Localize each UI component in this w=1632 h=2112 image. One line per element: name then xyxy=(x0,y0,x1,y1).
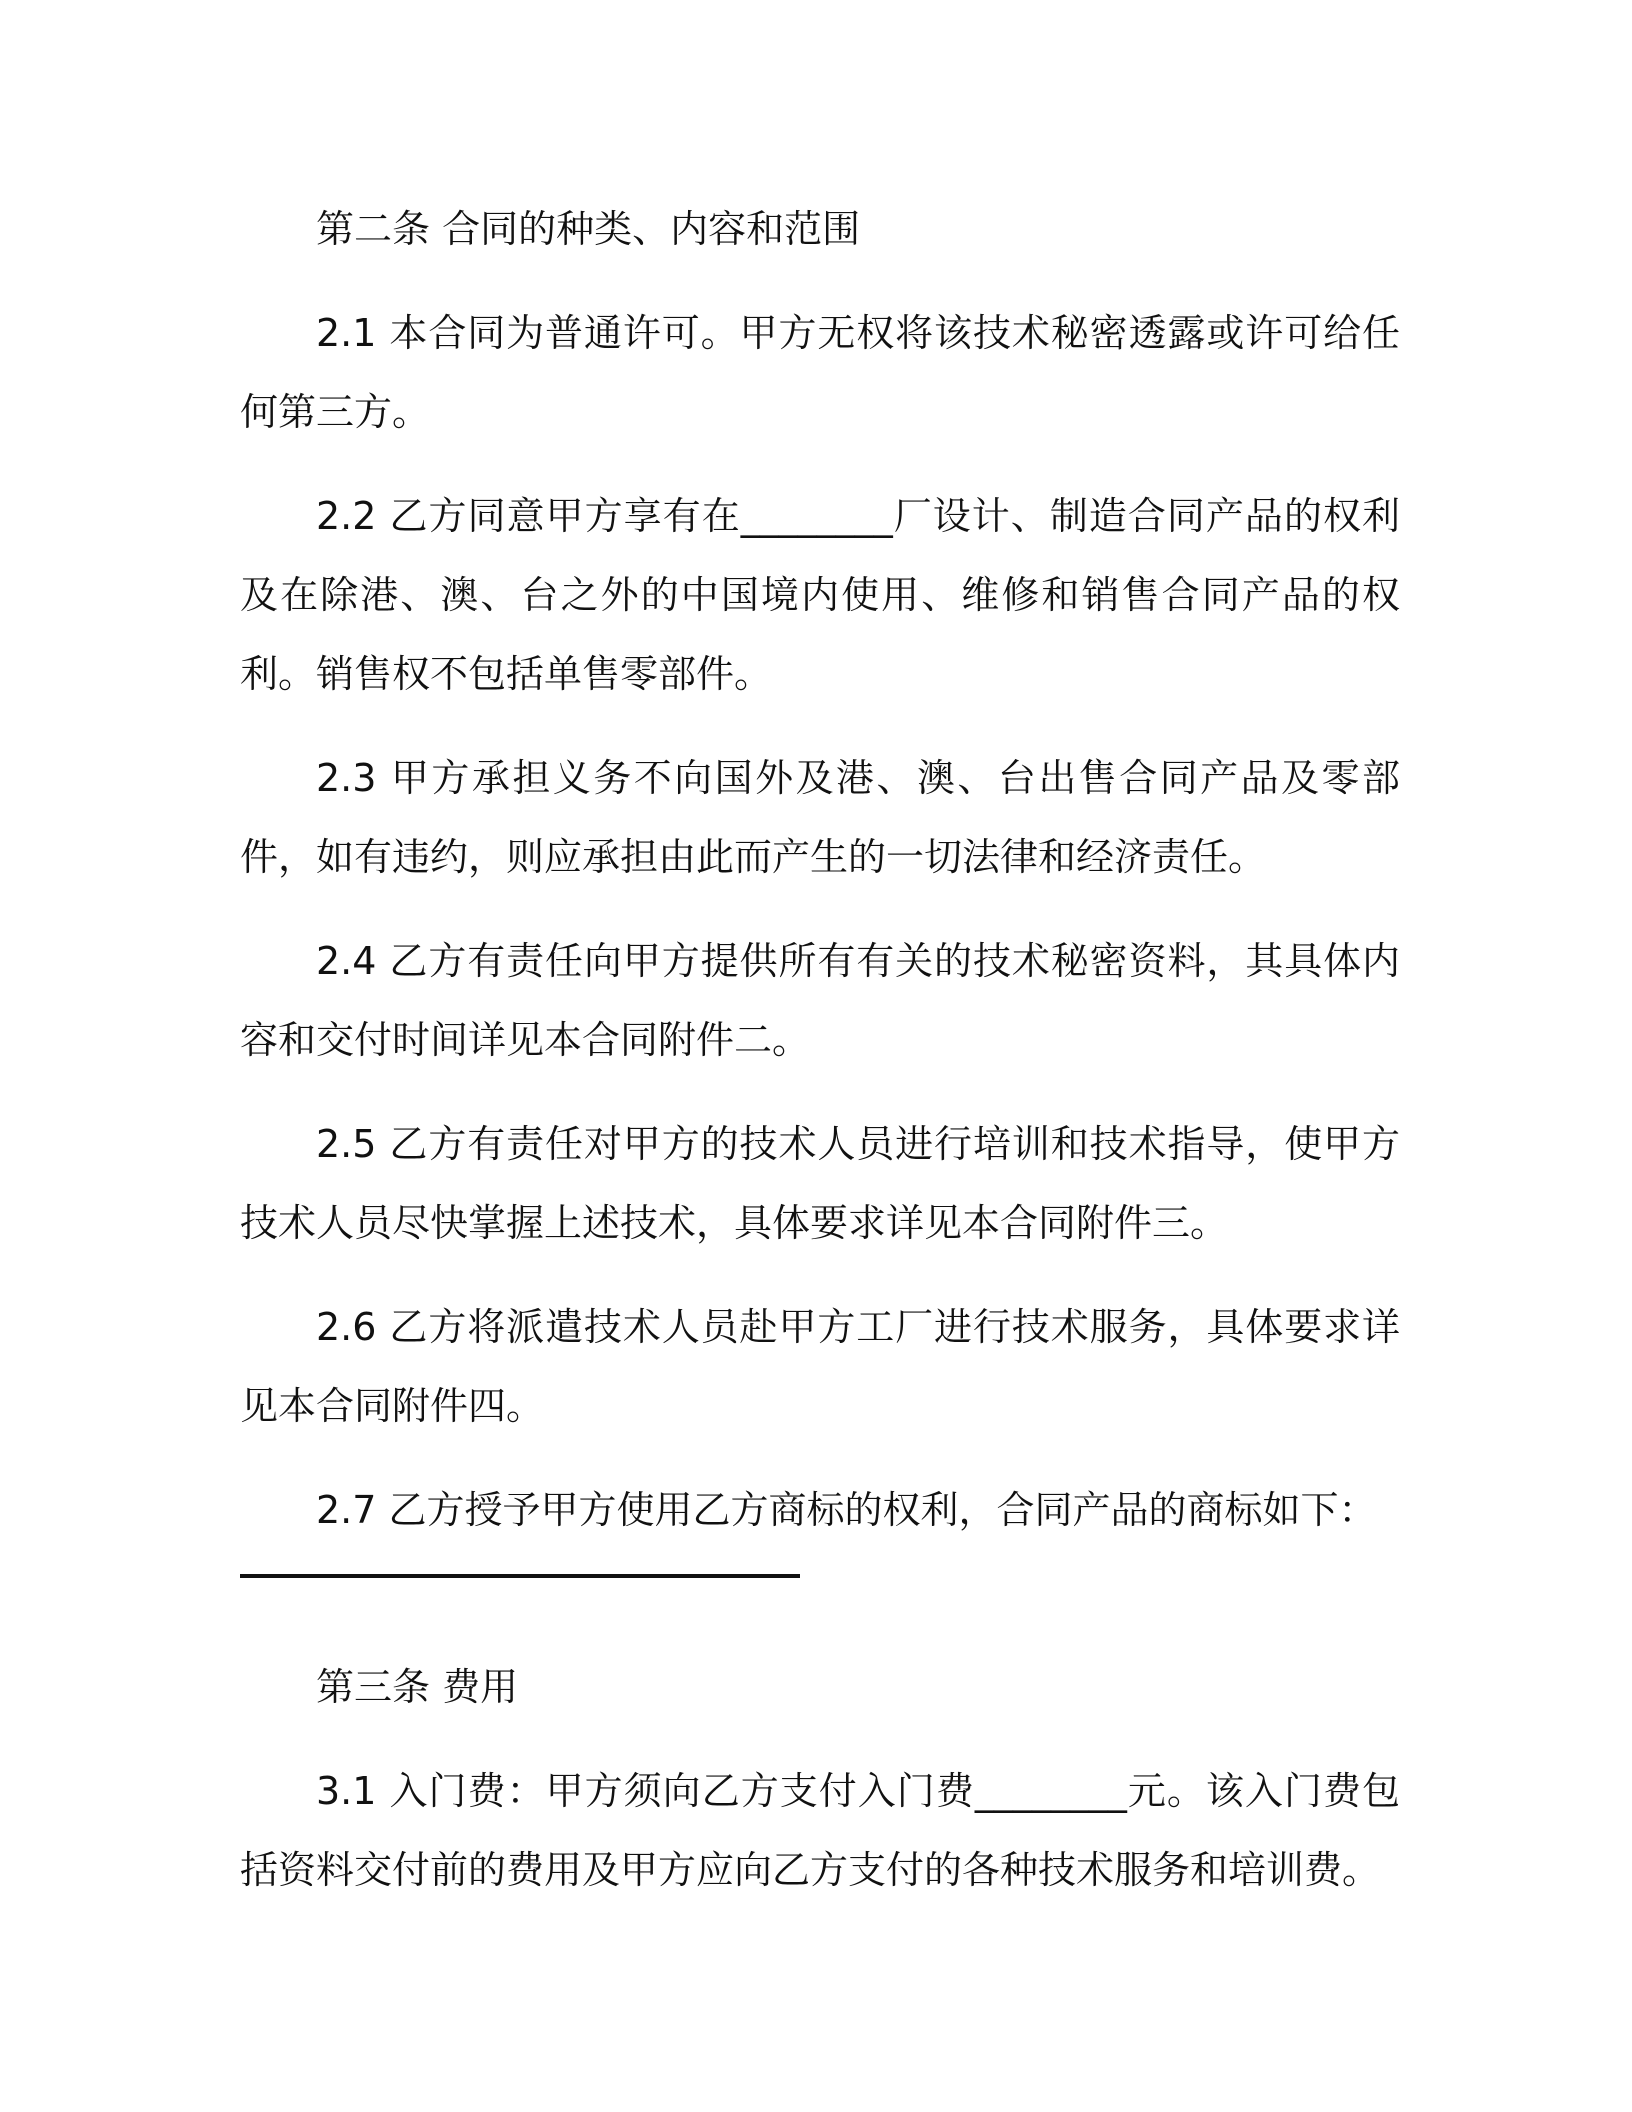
clause-2-7: 2.7 乙方授予甲方使用乙方商标的权利，合同产品的商标如下： xyxy=(316,1488,1377,1532)
trademark-blank-line xyxy=(240,1574,800,1578)
clause-2-6: 2.6 乙方将派遣技术人员赴甲方工厂进行技术服务，具体要求详见本合同附件四。 xyxy=(240,1305,1400,1428)
clause-2-2: 2.2 乙方同意甲方享有在________厂设计、制造合同产品的权利及在除港、澳、台之外的中国境内使用、维修和销售合同产品的权利。销售权不包括单售零部件。 xyxy=(240,494,1400,696)
clause-2-1: 2.1 本合同为普通许可。甲方无权将该技术秘密透露或许可给任何第三方。 xyxy=(240,311,1400,434)
clause-2-5: 2.5 乙方有责任对甲方的技术人员进行培训和技术指导，使甲方技术人员尽快掌握上述技术，具体要求详见本合同附件三。 xyxy=(240,1122,1400,1245)
contract-page xyxy=(240,190,1400,1935)
article-2-heading: 第二条 合同的种类、内容和范围 xyxy=(316,207,861,251)
article-3-heading: 第三条 费用 xyxy=(316,1665,519,1709)
clause-2-4: 2.4 乙方有责任向甲方提供所有有关的技术秘密资料，其具体内容和交付时间详见本合同附件二。 xyxy=(240,939,1400,1062)
clause-2-3: 2.3 甲方承担义务不向国外及港、澳、台出售合同产品及零部件，如有违约，则应承担由此而产生的一切法律和经济责任。 xyxy=(240,756,1400,879)
clause-3-1: 3.1 入门费：甲方须向乙方支付入门费________元。该入门费包括资料交付前的费用及甲方应向乙方支付的各种技术服务和培训费。 xyxy=(240,1769,1400,1892)
